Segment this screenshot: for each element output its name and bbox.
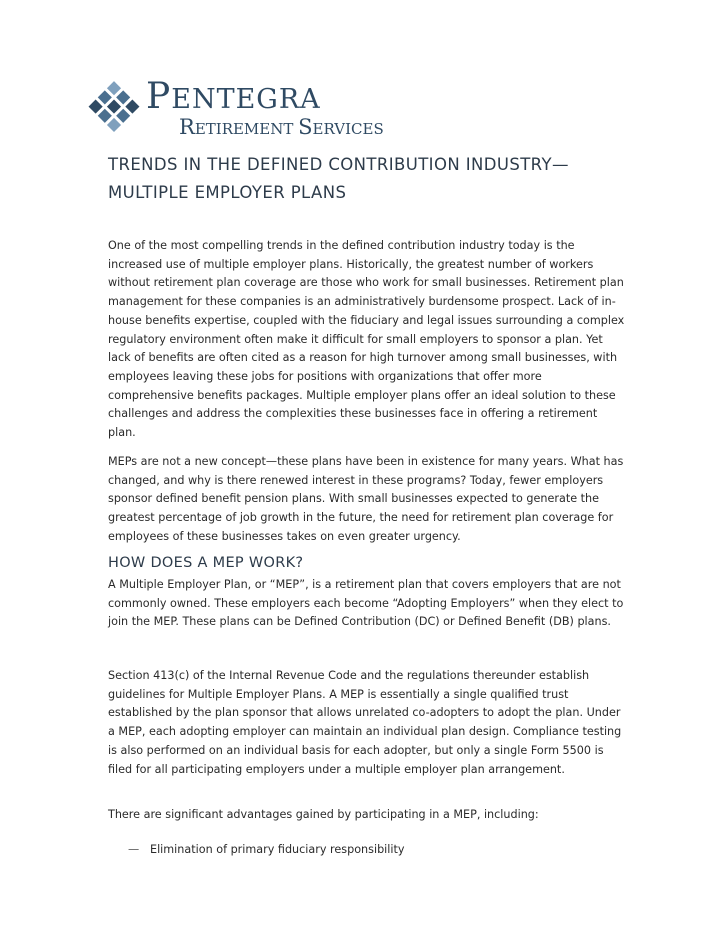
document-title (108, 151, 648, 207)
dash-bullet-icon: — (128, 843, 140, 856)
logo-wordmark (146, 76, 386, 146)
pentegra-logo (86, 76, 386, 146)
list-item (128, 841, 405, 859)
svg-text:PENTEGRA: PENTEGRA (146, 76, 321, 117)
svg-text:RETIREMENT SERVICES: RETIREMENT SERVICES (179, 115, 384, 139)
section-heading-mep: HOW DOES A MEP WORK? (108, 555, 304, 571)
mep-definition-paragraph: A Multiple Employer Plan, or “MEP”, is a retirement plan that covers employers that are not commonly owned. These employers each become “Adopting Employers” when they elect to join the MEP. These plans can be Defined Contribution (DC) or Defined Benefit (DB) plans. (108, 578, 624, 629)
list-item-text: Elimination of primary fiduciary responsibility (150, 843, 405, 856)
section-413c-paragraph: Section 413(c) of the Internal Revenue Code and the regulations thereunder establish guidelines for Multiple Employer Plans. A MEP is essentially a single qualified trust established by the plan sponsor that allows unrelated co-adopters to adopt the plan. Under a MEP, each adopting employer can maintain an individual plan design. Compliance testing is also performed on an individual basis for each adopter, but only a single Form 5500 is filed for all participating employers under a multiple employer plan arrangement. (108, 669, 622, 776)
diamond-grid-logo-mark (86, 80, 142, 136)
title-line-1: TRENDS IN THE DEFINED CONTRIBUTION INDUSTRY— (108, 155, 569, 174)
title-line-2: MULTIPLE EMPLOYER PLANS (108, 183, 347, 202)
advantages-intro-paragraph: There are significant advantages gained by participating in a MEP, including: (108, 808, 539, 821)
mep-concept-paragraph: MEPs are not a new concept—these plans have been in existence for many years. What has changed, and why is there renewed interest in these programs? Today, fewer employers sponsor defined benefit pension plans. With small businesses expected to generate the greatest percentage of job growth in the future, the need for retirement plan coverage for employees of these businesses takes on even greater urgency. (108, 455, 624, 543)
intro-paragraph: One of the most compelling trends in the defined contribution industry today is the increased use of multiple employer plans. Historically, the greatest number of workers without retirement plan coverage are those who work for small businesses. Retirement plan management for these companies is an administratively burdensome prospect. Lack of in-house benefits expertise, coupled with the fiduciary and legal issues surrounding a complex regulatory environment often make it difficult for small employers to sponsor a plan. Yet lack of benefits are often cited as a reason for high turnover among small businesses, with employees leaving these jobs for positions with organizations that offer more comprehensive benefits packages. Multiple employer plans offer an ideal solution to these challenges and address the complexities these businesses face in offering a retirement plan. (108, 239, 625, 440)
